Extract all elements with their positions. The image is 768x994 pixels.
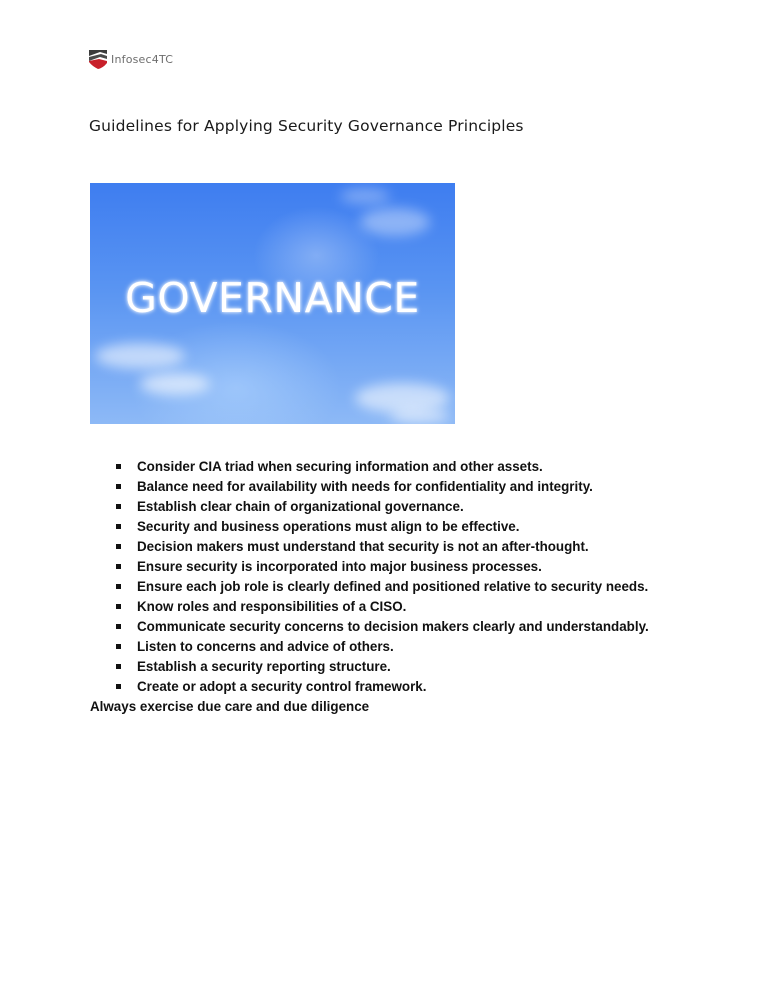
image-caption-word: GOVERNANCE: [125, 274, 420, 322]
square-bullet-icon: [116, 544, 121, 549]
list-item-text: Consider CIA triad when securing information and other assets.: [137, 459, 543, 474]
list-item-text: Know roles and responsibilities of a CISO.: [137, 599, 407, 614]
list-item: [0, 457, 649, 477]
list-item: [0, 497, 649, 517]
square-bullet-icon: [116, 484, 121, 489]
list-item-text: Communicate security concerns to decision makers clearly and understandably.: [137, 619, 649, 634]
cloud-shape: [95, 343, 185, 369]
list-item: [0, 597, 649, 617]
logo-text: Infosec4TC: [111, 52, 174, 66]
list-item: [0, 617, 649, 637]
list-item-text: Create or adopt a security control framework.: [137, 679, 427, 694]
square-bullet-icon: [116, 624, 121, 629]
square-bullet-icon: [116, 664, 121, 669]
square-bullet-icon: [116, 464, 121, 469]
list-item-text: Ensure each job role is clearly defined and positioned relative to security needs.: [137, 579, 649, 594]
list-item-text: Establish a security reporting structure.: [137, 659, 391, 674]
square-bullet-icon: [116, 604, 121, 609]
closing-statement: Always exercise due care and due diligence: [90, 699, 370, 714]
cloud-shape: [390, 408, 450, 424]
list-item: [0, 577, 649, 597]
list-item-text: Ensure security is incorporated into major business processes.: [137, 559, 542, 574]
square-bullet-icon: [116, 644, 121, 649]
list-item-text: Establish clear chain of organizational governance.: [137, 499, 464, 514]
list-item: [0, 557, 649, 577]
square-bullet-icon: [116, 564, 121, 569]
list-item: [0, 657, 649, 677]
square-bullet-icon: [116, 524, 121, 529]
list-item-text: Listen to concerns and advice of others.: [137, 639, 394, 654]
list-item: [0, 637, 649, 657]
cloud-shape: [140, 373, 210, 395]
square-bullet-icon: [116, 584, 121, 589]
list-item: [0, 537, 649, 557]
list-item-text: Security and business operations must align to be effective.: [137, 519, 520, 534]
governance-image: [90, 183, 455, 424]
list-item: [0, 517, 649, 537]
cloud-shape: [360, 208, 430, 236]
guidelines-list: [0, 457, 649, 697]
list-item: [0, 477, 649, 497]
cloud-shape: [340, 188, 390, 204]
list-item: [0, 677, 649, 697]
list-item-text: Decision makers must understand that security is not an after-thought.: [137, 539, 589, 554]
page-title: Guidelines for Applying Security Governance Principles: [89, 117, 524, 135]
square-bullet-icon: [116, 684, 121, 689]
brand-logo: [88, 48, 173, 70]
list-item-text: Balance need for availability with needs for confidentiality and integrity.: [137, 479, 593, 494]
square-bullet-icon: [116, 504, 121, 509]
shield-logo-icon: [88, 48, 108, 70]
